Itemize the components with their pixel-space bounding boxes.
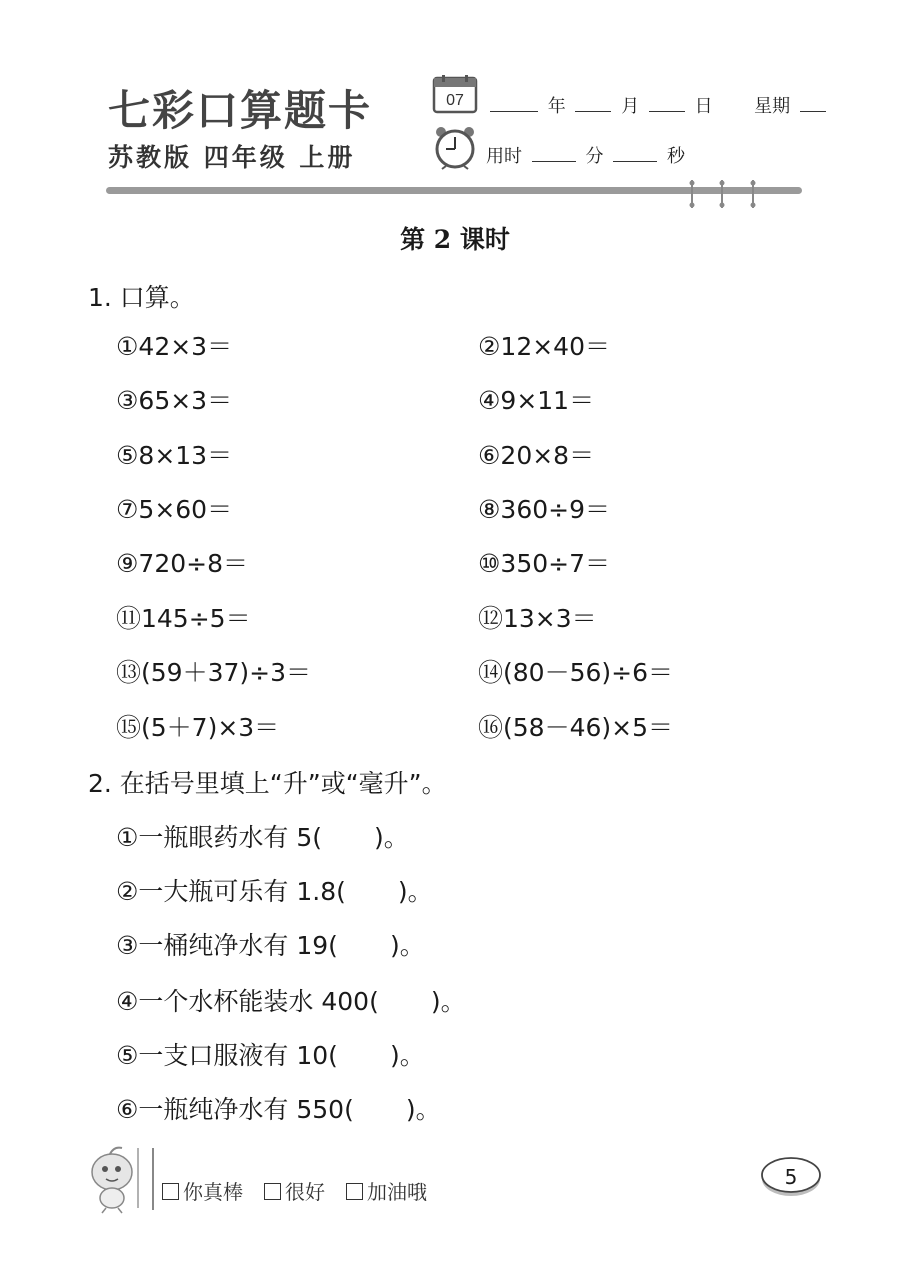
mascot-icon <box>80 1142 152 1214</box>
problem: ⑬(59＋37)÷3＝ <box>116 658 311 687</box>
fill-item <box>116 818 409 854</box>
header-rule <box>106 187 802 194</box>
fill-item-end: )。 <box>389 931 425 960</box>
problem: ⑯(58－46)×5＝ <box>478 713 673 742</box>
fill-item-text: ②一大瓶可乐有 1.8( <box>116 877 346 906</box>
checkbox-label: 加油哦 <box>367 1180 427 1204</box>
fill-item <box>116 1090 441 1126</box>
problem: ⑤8×13＝ <box>116 441 233 470</box>
section2-title: 2. 在括号里填上“升”或“毫升”。 <box>88 769 447 798</box>
problem: ⑧360÷9＝ <box>478 495 610 524</box>
footer-separator <box>152 1148 154 1210</box>
fill-item-text: ⑤一支口服液有 10( <box>116 1041 338 1070</box>
fill-item-end: )。 <box>374 823 409 852</box>
fill-item-text: ①一瓶眼药水有 5( <box>116 823 323 852</box>
fill-item-text: ⑥一瓶纯净水有 550( <box>116 1095 354 1124</box>
date-fields <box>486 92 830 118</box>
problem: ⑥20×8＝ <box>478 441 595 470</box>
checkbox-keep-going[interactable] <box>346 1176 427 1205</box>
problem: ②12×40＝ <box>478 332 610 361</box>
fill-item-end: )。 <box>397 877 433 906</box>
fill-item-end: )。 <box>430 987 466 1016</box>
problem: ⑨720÷8＝ <box>116 549 248 578</box>
calendar-icon <box>432 74 478 114</box>
checkbox-icon <box>264 1183 281 1200</box>
fill-item <box>116 1036 425 1072</box>
checkbox-icon <box>162 1183 179 1200</box>
lesson-title: 第 2 课时 <box>400 225 510 254</box>
month-blank[interactable] <box>575 97 611 112</box>
problem: ⑫13×3＝ <box>478 604 597 633</box>
weekday-label: 星期 <box>754 96 791 117</box>
time-fields <box>486 142 685 168</box>
fill-item-end: )。 <box>405 1095 441 1124</box>
page-number: 5 <box>784 1165 798 1189</box>
fill-item <box>116 982 466 1018</box>
problem: ⑭(80－56)÷6＝ <box>478 658 673 687</box>
rivet-icon <box>719 180 725 208</box>
checkbox-label: 很好 <box>285 1180 325 1204</box>
problem: ④9×11＝ <box>478 386 595 415</box>
fill-item <box>116 926 425 962</box>
month-label: 月 <box>621 96 640 117</box>
section1-title: 1. 口算。 <box>88 283 195 312</box>
calendar-day: 07 <box>446 92 464 109</box>
fill-item <box>116 872 433 908</box>
problem: ⑦5×60＝ <box>116 495 233 524</box>
problem: ⑪145÷5＝ <box>116 604 251 633</box>
edition-subtitle: 苏教版 四年级 上册 <box>108 143 356 172</box>
time-used-label: 用时 <box>486 146 522 167</box>
fill-item-end: )。 <box>389 1041 425 1070</box>
problem: ⑮(5＋7)×3＝ <box>116 713 280 742</box>
fill-item-text: ③一桶纯净水有 19( <box>116 931 338 960</box>
seconds-label: 秒 <box>666 146 685 167</box>
checkbox-label: 你真棒 <box>183 1180 243 1204</box>
page-number-badge <box>760 1156 822 1198</box>
clock-icon <box>432 124 478 170</box>
day-label: 日 <box>694 96 713 117</box>
checkbox-great[interactable] <box>162 1176 243 1205</box>
day-blank[interactable] <box>649 97 685 112</box>
year-blank[interactable] <box>490 97 538 112</box>
problem: ⑩350÷7＝ <box>478 549 610 578</box>
fill-item-text: ④一个水杯能装水 400( <box>116 987 379 1016</box>
problem: ①42×3＝ <box>116 332 233 361</box>
minutes-blank[interactable] <box>532 147 576 162</box>
seconds-blank[interactable] <box>613 147 657 162</box>
problem: ③65×3＝ <box>116 386 233 415</box>
brand-title: 七彩口算题卡 <box>108 86 373 135</box>
minutes-label: 分 <box>585 146 604 167</box>
checkbox-icon <box>346 1183 363 1200</box>
checkbox-good[interactable] <box>264 1176 325 1205</box>
weekday-blank[interactable] <box>800 97 826 112</box>
rivet-icon <box>750 180 756 208</box>
rivet-icon <box>689 180 695 208</box>
year-label: 年 <box>547 96 566 117</box>
